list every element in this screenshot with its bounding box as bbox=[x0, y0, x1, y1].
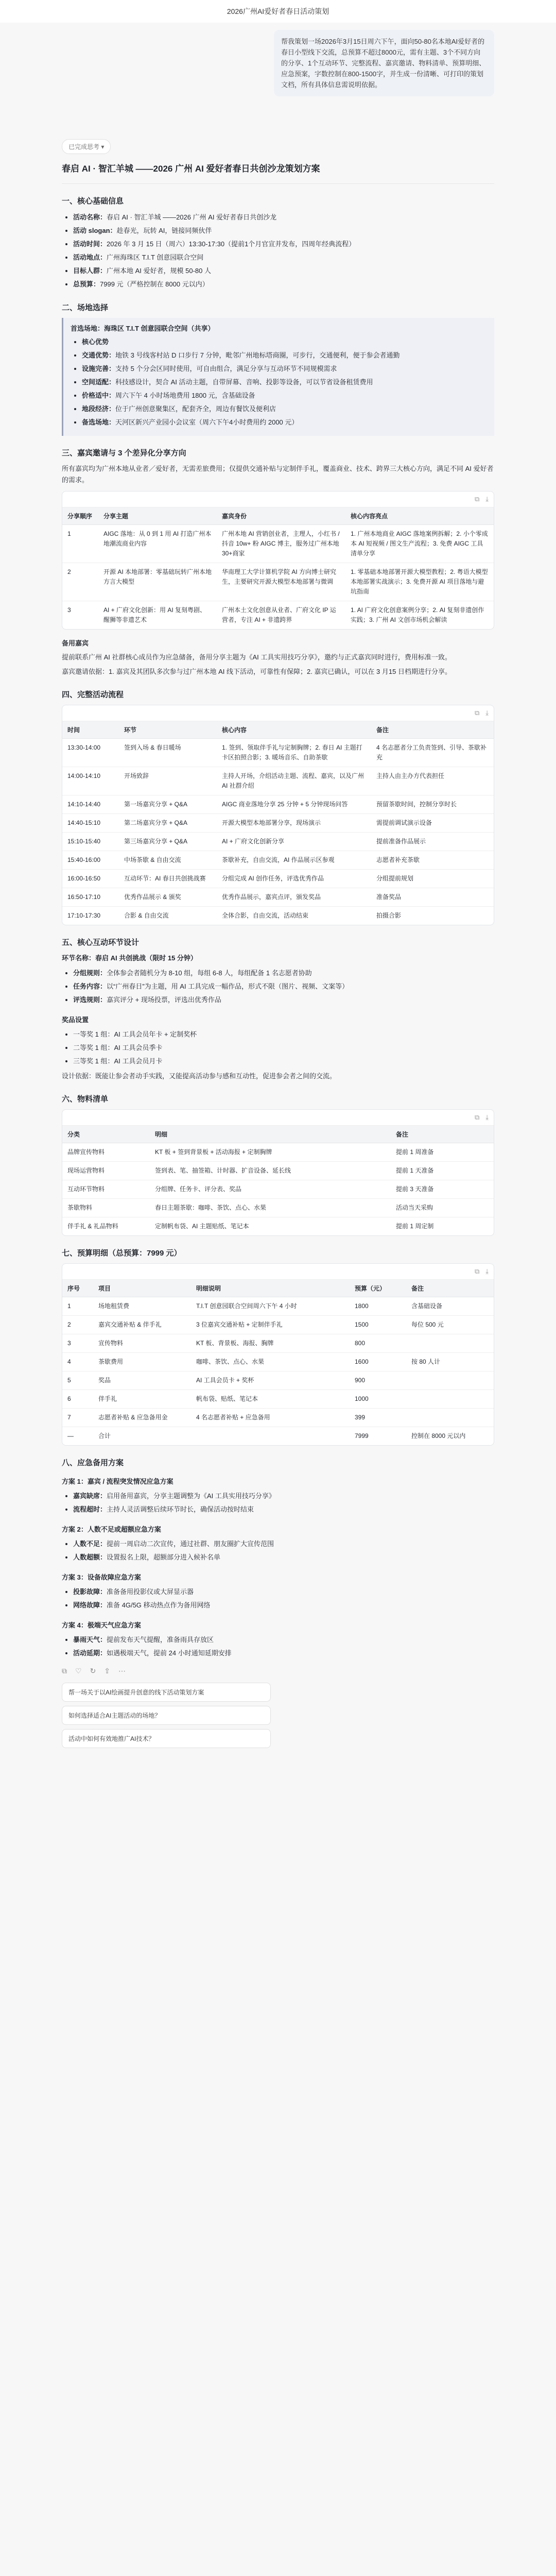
table-cell: 控制在 8000 元以内 bbox=[411, 1432, 466, 1439]
list-item bbox=[73, 1599, 494, 1612]
table-cell: 拍摄合影 bbox=[376, 912, 402, 919]
table-cell: 提前 1 天准备 bbox=[391, 1162, 494, 1180]
table-row bbox=[62, 1390, 494, 1409]
table-row bbox=[62, 1371, 494, 1390]
item-key: 人数不足： bbox=[73, 1540, 107, 1548]
table-cell: 3 bbox=[62, 1334, 93, 1353]
download-icon[interactable]: ⤓ bbox=[485, 1113, 489, 1121]
column-header: 预算（元） bbox=[350, 1280, 406, 1297]
table-cell: 伴手礼 & 礼品物料 bbox=[67, 1223, 118, 1230]
item-key: 任务内容： bbox=[73, 982, 107, 990]
guests-table-card bbox=[62, 491, 494, 630]
guests-intro: 所有嘉宾均为广州本地从业者／爱好者，无需差旅费用；仅提供交通补贴与定制伴手礼，覆盖商业、技术、跨界三大核心方向，满足不同 AI 爱好者的需求。 bbox=[62, 465, 494, 484]
list-item bbox=[82, 349, 487, 362]
table-cell: 1000 bbox=[350, 1390, 406, 1409]
column-header: 核心内容 bbox=[217, 721, 371, 739]
table-row bbox=[62, 1162, 494, 1180]
table-cell: 准备奖品 bbox=[371, 888, 494, 907]
list-item bbox=[73, 994, 494, 1006]
column-header: 明细说明 bbox=[191, 1280, 350, 1297]
flow-table bbox=[62, 721, 494, 925]
table-cell: 1. 签到、领取伴手礼与定制胸牌；2. 春日 AI 主题打卡区拍照合影；3. 暖场音乐、自助茶歇 bbox=[217, 739, 371, 767]
table-cell: 帆布袋、贴纸、笔记本 bbox=[191, 1390, 350, 1409]
table-toolbar bbox=[62, 1110, 494, 1126]
table-cell: AI + 广府文化创新：用 AI 复刻粤剧、醒狮等非遗艺术 bbox=[103, 606, 206, 623]
share-icon[interactable]: ⇪ bbox=[104, 1667, 111, 1675]
table-cell: 4 名志愿者分工负责签到、引导、茶歇补充 bbox=[371, 739, 494, 767]
table-cell: 1800 bbox=[350, 1297, 406, 1316]
item-value: 提前一周启动二次宣传，通过社群、朋友圈扩大宣传范围 bbox=[107, 1540, 274, 1548]
table-cell: 华南理工大学计算机学院 AI 方向博士研究生，主要研究开源大模型本地部署与微调 bbox=[217, 563, 345, 601]
table-row bbox=[62, 1217, 494, 1236]
copy-icon[interactable]: ⧉ bbox=[474, 495, 480, 503]
table-row bbox=[62, 814, 494, 833]
materials-table bbox=[62, 1126, 494, 1235]
section-heading: 四、完整活动流程 bbox=[62, 690, 124, 699]
item-key: 暴雨天气： bbox=[73, 1636, 107, 1643]
item-value: 准备备用投影仪或大屏显示器 bbox=[107, 1588, 194, 1596]
section-heading: 一、核心基础信息 bbox=[62, 197, 124, 206]
table-cell: 1600 bbox=[350, 1353, 406, 1371]
item-value: 启用备用嘉宾，分享主题调整为《AI 工具实用技巧分享》 bbox=[107, 1492, 275, 1500]
table-cell: 春日主题茶歇：咖啡、茶饮、点心、水果 bbox=[150, 1199, 391, 1217]
table-cell: 开源大模型本地部署分享，现场演示 bbox=[217, 814, 371, 833]
prize-list bbox=[62, 1028, 494, 1067]
item-key: 嘉宾缺席： bbox=[73, 1492, 107, 1500]
table-row bbox=[62, 1297, 494, 1316]
table-cell: 14:40-15:10 bbox=[62, 814, 119, 833]
column-header: 备注 bbox=[391, 1126, 494, 1143]
table-row bbox=[62, 601, 494, 630]
table-cell: 主持人开场，介绍活动主题、流程、嘉宾，以及广州 AI 社群介绍 bbox=[217, 767, 371, 795]
column-header: 分享顺序 bbox=[62, 507, 98, 525]
plan-list bbox=[62, 1490, 494, 1516]
table-cell: 1 bbox=[62, 525, 98, 563]
item-key: 分组规则： bbox=[73, 969, 107, 977]
table-cell: 800 bbox=[350, 1334, 406, 1353]
table-cell: 15:10-15:40 bbox=[62, 833, 119, 851]
basic-info-list bbox=[62, 211, 494, 291]
table-cell: 中场茶歇 & 自由交流 bbox=[119, 851, 217, 870]
list-item bbox=[73, 980, 494, 993]
table-cell: 主持人由主办方代表担任 bbox=[371, 767, 494, 795]
plan-list bbox=[62, 1538, 494, 1564]
plan-title: 方案 1：嘉宾 / 流程突发情况应急方案 bbox=[62, 1478, 173, 1485]
item-key: 活动延期： bbox=[73, 1649, 107, 1657]
download-icon[interactable]: ⤓ bbox=[485, 495, 489, 503]
copy-icon[interactable]: ⧉ bbox=[62, 1667, 67, 1675]
table-cell: 第一场嘉宾分享 + Q&A bbox=[119, 795, 217, 814]
item-value: 趁春光，玩转 AI，链接同频伙伴 bbox=[116, 227, 212, 234]
table-row bbox=[62, 907, 494, 925]
item-value: 如遇极端天气，提前 24 小时通知延期安排 bbox=[107, 1649, 232, 1657]
doc-title: 春启 AI · 智汇羊城 ——2026 广州 AI 爱好者春日共创沙龙策划方案 bbox=[62, 164, 320, 174]
table-cell: 宣传物料 bbox=[93, 1334, 191, 1353]
table-cell: 1. 零基础本地部署开源大模型教程；2. 粤语大模型本地部署实战演示；3. 免费开源 AI 项目落地与避坑指南 bbox=[345, 563, 494, 601]
table-cell: 第二场嘉宾分享 + Q&A bbox=[119, 814, 217, 833]
table-cell: 合计 bbox=[98, 1432, 111, 1439]
table-cell: 开场致辞 bbox=[119, 767, 217, 795]
table-row bbox=[62, 1143, 494, 1162]
list-item bbox=[73, 1647, 494, 1659]
column-header: 备注 bbox=[406, 1280, 494, 1297]
divider bbox=[62, 183, 494, 184]
table-cell: 提前 1 周准备 bbox=[391, 1143, 494, 1162]
venue-quote-title: 首选场地：海珠区 T.I.T 创意园联合空间（共享） bbox=[71, 325, 215, 332]
item-value: 提前发布天气提醒，准备雨具存放区 bbox=[107, 1636, 214, 1643]
table-cell: 定制帆布袋、AI 主题贴纸、笔记本 bbox=[155, 1223, 249, 1230]
table-cell: AIGC 落地：从 0 到 1 用 AI 打造广州本地潮流商业内容 bbox=[98, 525, 217, 563]
budget-table-card bbox=[62, 1263, 494, 1446]
list-item bbox=[82, 403, 487, 415]
section-heading: 八、应急备用方案 bbox=[62, 1459, 124, 1467]
table-cell: 2 bbox=[62, 563, 98, 601]
materials-table-card bbox=[62, 1109, 494, 1236]
table-cell: 活动当天采购 bbox=[391, 1199, 494, 1217]
more-icon[interactable]: ⋯ bbox=[118, 1667, 126, 1675]
plan-title: 方案 3：设备故障应急方案 bbox=[62, 1573, 141, 1581]
guests-table bbox=[62, 507, 494, 629]
table-cell bbox=[406, 1390, 494, 1409]
item-key: 地段经济： bbox=[82, 405, 116, 413]
list-item bbox=[73, 225, 494, 237]
table-row bbox=[62, 1427, 494, 1446]
list-item bbox=[73, 1634, 494, 1646]
item-value: 主持人灵活调整后续环节时长，确保活动按时结束 bbox=[107, 1505, 254, 1513]
table-cell: 嘉宾交通补贴 & 伴手礼 bbox=[93, 1316, 191, 1334]
table-cell: 提前 3 天准备 bbox=[391, 1180, 494, 1199]
table-cell: 茶歇补充，自由交流，AI 作品展示区参观 bbox=[217, 851, 371, 870]
table-cell: 提前准备作品展示 bbox=[371, 833, 494, 851]
interaction-subtitle: 环节名称：春启 AI 共创挑战（限时 15 分钟） bbox=[62, 954, 197, 962]
venue-list bbox=[71, 336, 487, 429]
table-cell: AI 工具会员卡 + 奖杯 bbox=[191, 1371, 350, 1390]
table-cell: 3 bbox=[67, 606, 71, 614]
flow-table-card bbox=[62, 705, 494, 925]
table-row bbox=[62, 1353, 494, 1371]
download-icon[interactable]: ⤓ bbox=[485, 1267, 489, 1275]
copy-icon[interactable]: ⧉ bbox=[474, 1267, 480, 1275]
item-value: 位于广州创意聚集区，配套齐全，周边有餐饮及便利店 bbox=[115, 405, 276, 413]
list-item bbox=[73, 1503, 494, 1516]
item-key: 活动地点： bbox=[73, 253, 107, 261]
table-cell bbox=[191, 1427, 350, 1446]
column-header: 项目 bbox=[93, 1280, 191, 1297]
table-cell: 广州本土文化创意从业者、广府文化 IP 运营者，专注 AI + 非遗跨界 bbox=[222, 606, 336, 623]
table-cell: 3 位嘉宾交通补贴 + 定制伴手礼 bbox=[191, 1316, 350, 1334]
table-cell: 7999 bbox=[355, 1432, 369, 1439]
table-cell: 4 bbox=[62, 1353, 93, 1371]
table-cell: 17:10-17:30 bbox=[67, 912, 101, 919]
table-cell: 含基础设备 bbox=[406, 1297, 494, 1316]
list-item bbox=[82, 376, 487, 388]
table-cell: T.I.T 创意园联合空间周六下午 4 小时 bbox=[191, 1297, 350, 1316]
item-value: 设置报名上限，超额部分进入候补名单 bbox=[107, 1553, 221, 1561]
table-toolbar bbox=[62, 492, 494, 507]
table-cell: 需提前调试演示设备 bbox=[371, 814, 494, 833]
suggestion-chip[interactable]: 如何选择适合AI主题活动的场地？ bbox=[62, 1706, 271, 1725]
backup-guest-note: 提前联系广州 AI 社群核心成员作为应急储备，备用分享主题为《AI 工具实用技巧分享》，邀约与正式嘉宾同时进行，费用标准一致。 bbox=[62, 653, 451, 661]
item-key: 网络故障： bbox=[73, 1601, 107, 1609]
suggestions bbox=[62, 1683, 494, 1748]
table-row bbox=[62, 1409, 494, 1427]
list-item: • 三等奖 1 组：AI 工具会员月卡 bbox=[73, 1055, 494, 1067]
table-cell: 品牌宣传物料 bbox=[62, 1143, 150, 1162]
table-cell: 900 bbox=[350, 1371, 406, 1390]
contingency-plans bbox=[62, 1476, 494, 1659]
column-header: 时间 bbox=[62, 721, 119, 739]
item-value: 以“广州春日”为主题，用 AI 工具完成一幅作品，形式不限（图片、视频、文案等） bbox=[107, 982, 349, 990]
item-key: 总预算： bbox=[73, 280, 100, 288]
table-cell: 5 bbox=[62, 1371, 93, 1390]
list-item bbox=[82, 416, 487, 429]
table-cell: 1. 广州本地商业 AIGC 落地案例拆解；2. 小个零成本 AI 短视频 / 图文生产流程；3. 免费 AIGC 工具清单分享 bbox=[345, 525, 494, 563]
message-actions bbox=[62, 1667, 494, 1675]
section-heading: 七、预算明细（总预算：7999 元） bbox=[62, 1249, 182, 1258]
list-item bbox=[73, 1551, 494, 1564]
table-cell: 第三场嘉宾分享 + Q&A bbox=[119, 833, 217, 851]
table-row bbox=[62, 563, 494, 601]
list-item bbox=[73, 1490, 494, 1502]
download-icon[interactable]: ⤓ bbox=[485, 709, 489, 717]
budget-table bbox=[62, 1280, 494, 1445]
table-cell: 分组牌、任务卡、评分表、奖品 bbox=[150, 1180, 391, 1199]
table-row bbox=[62, 525, 494, 563]
table-row bbox=[62, 870, 494, 888]
column-header: 序号 bbox=[62, 1280, 93, 1297]
table-cell: 13:30-14:00 bbox=[62, 739, 119, 767]
table-cell: 14:10-14:40 bbox=[62, 795, 119, 814]
column-header: 嘉宾身份 bbox=[217, 507, 345, 525]
list-item bbox=[73, 251, 494, 264]
table-cell: 预留茶歇时间，控制分享时长 bbox=[371, 795, 494, 814]
table-cell: 场地租赁费 bbox=[93, 1297, 191, 1316]
table-cell: 互动环节：AI 春日共创挑战赛 bbox=[119, 870, 217, 888]
table-row bbox=[62, 833, 494, 851]
item-value: 嘉宾评分 + 现场投票，评选出优秀作品 bbox=[107, 996, 221, 1004]
user-message: 帮我策划一场2026年3月15日周六下午，面向50-80名本地AI爱好者的春日小型线下交流，总预算不超过8000元，需有主题、3个不同方向的分享、1个互动环节、完整流程、嘉宾邀请、物料清单、预算明细、应急预案，字数控制在800-1500字，并生成一份清晰、可打印的策划文档，所有具体信息需说明依据。 bbox=[274, 30, 494, 96]
table-row bbox=[62, 1199, 494, 1217]
thinking-toggle[interactable]: 已完成思考 ▾ bbox=[62, 139, 111, 154]
table-cell: 16:00-16:50 bbox=[62, 870, 119, 888]
table-cell: 按 80 人计 bbox=[406, 1353, 494, 1371]
item-key: 价格适中： bbox=[82, 392, 116, 399]
table-cell: AI + 广府文化创新分享 bbox=[217, 833, 371, 851]
table-cell: 现场运营物料 bbox=[62, 1162, 150, 1180]
section-heading: 二、场地选择 bbox=[62, 303, 109, 312]
list-item: • 一等奖 1 组：AI 工具会员年卡 + 定制奖杯 bbox=[73, 1028, 494, 1041]
table-row bbox=[62, 739, 494, 767]
table-cell: 签到表、笔、抽签箱、计时器、扩音设备、延长线 bbox=[150, 1162, 391, 1180]
table-cell: 优秀作品展示，嘉宾点评，颁发奖品 bbox=[217, 888, 371, 907]
table-row bbox=[62, 851, 494, 870]
plan-title: 方案 4：极端天气应急方案 bbox=[62, 1621, 141, 1629]
table-cell: 提前 1 周定制 bbox=[396, 1223, 434, 1230]
item-key: 人数超额： bbox=[73, 1553, 107, 1561]
plan-list bbox=[62, 1634, 494, 1659]
table-cell: 1. AI 广府文化创意案例分享；2. AI 复刻非遗创作实践；3. 广州 AI 文创市场机会解读 bbox=[351, 606, 484, 623]
interaction-list bbox=[62, 967, 494, 1006]
table-cell: 志愿者补贴 & 应急备用金 bbox=[93, 1409, 191, 1427]
table-cell: 合影 & 自由交流 bbox=[124, 912, 169, 919]
table-cell: 互动环节物料 bbox=[62, 1180, 150, 1199]
table-cell bbox=[406, 1334, 494, 1353]
table-cell: 广州本地 AI 营销创业者，主理人，小红书 / 抖音 10w+ 粉 AIGC 博主，服务过广州本地30+商家 bbox=[217, 525, 345, 563]
table-cell: — bbox=[67, 1432, 74, 1439]
item-value: 科技感设计，契合 AI 活动主题，自带屏幕、音响、投影等设备，可以节省设备租赁费用 bbox=[115, 378, 373, 386]
venue-quote bbox=[62, 318, 494, 436]
copy-icon[interactable]: ⧉ bbox=[474, 1113, 480, 1121]
assistant-response bbox=[62, 139, 494, 1752]
table-cell: KT 板、背景板、海报、胸牌 bbox=[191, 1334, 350, 1353]
table-cell: 14:00-14:10 bbox=[62, 767, 119, 795]
regenerate-icon[interactable]: ↻ bbox=[90, 1667, 96, 1675]
list-item bbox=[73, 1586, 494, 1598]
table-cell: 志愿者补充茶歇 bbox=[371, 851, 494, 870]
table-cell: 开源 AI 本地部署：零基础玩转广州本地方言大模型 bbox=[98, 563, 217, 601]
list-item bbox=[82, 389, 487, 402]
item-value: 天河区新兴产业园小会议室（周六下午4小时费用约 2000 元） bbox=[115, 418, 299, 426]
copy-icon[interactable]: ⧉ bbox=[474, 709, 480, 717]
prize-title: 奖品设置 bbox=[62, 1016, 89, 1024]
column-header: 分享主题 bbox=[98, 507, 217, 525]
item-key: 设施完善： bbox=[82, 365, 116, 372]
table-row bbox=[62, 767, 494, 795]
table-row bbox=[62, 1180, 494, 1199]
item-value: 准备 4G/5G 移动热点作为备用网络 bbox=[107, 1601, 211, 1609]
item-value: 周六下午 4 小时场地费用 1800 元，含基础设备 bbox=[115, 392, 255, 399]
table-cell: 分组完成 AI 创作任务，评选优秀作品 bbox=[217, 870, 371, 888]
table-cell bbox=[406, 1409, 494, 1427]
item-key: 目标人群： bbox=[73, 267, 107, 275]
table-row bbox=[62, 888, 494, 907]
item-value: 广州本地 AI 爱好者，规模 50-80 人 bbox=[107, 267, 211, 275]
table-cell: 4 名志愿者补贴 + 应急备用 bbox=[191, 1409, 350, 1427]
list-item: • 二等奖 1 组：AI 工具会员季卡 bbox=[73, 1042, 494, 1054]
item-key: 备选场地： bbox=[82, 418, 116, 426]
table-cell: 茶歇费用 bbox=[93, 1353, 191, 1371]
item-value: 地铁 3 号线客村站 D 口步行 7 分钟，毗邻广州地标塔商圈，可步行，交通便利，便于参会者通勤 bbox=[115, 351, 400, 359]
item-value: 2026 年 3 月 15 日（周六）13:30-17:30（提前1个月官宣并发布，四周年经典流程） bbox=[107, 240, 356, 248]
table-cell: 伴手礼 bbox=[93, 1390, 191, 1409]
item-value: 春启 AI · 智汇羊城 ——2026 广州 AI 爱好者春日共创沙龙 bbox=[107, 213, 277, 221]
list-item bbox=[73, 211, 494, 224]
item-key: 交通优势： bbox=[82, 351, 116, 359]
item-key: 活动时间： bbox=[73, 240, 107, 248]
table-cell: 399 bbox=[350, 1409, 406, 1427]
table-cell: 每位 500 元 bbox=[406, 1316, 494, 1334]
table-cell: 6 bbox=[62, 1390, 93, 1409]
list-item bbox=[73, 265, 494, 277]
item-value: 全体参会者随机分为 8-10 组，每组 6-8 人，每组配备 1 名志愿者协助 bbox=[107, 969, 312, 977]
list-item bbox=[73, 967, 494, 979]
plan-title: 方案 2：人数不足或超额应急方案 bbox=[62, 1526, 161, 1533]
list-item bbox=[73, 278, 494, 291]
table-cell: 茶歇物料 bbox=[62, 1199, 150, 1217]
guest-evidence: 嘉宾邀请依据：1. 嘉宾及其团队多次参与过广州本地 AI 线下活动，可靠性有保障；2. 嘉宾已确认，可以在 3 月15 日档期进行分享。 bbox=[62, 668, 451, 675]
column-header: 分类 bbox=[62, 1126, 150, 1143]
table-cell: 奖品 bbox=[93, 1371, 191, 1390]
table-cell: 1500 bbox=[350, 1316, 406, 1334]
table-cell: 15:40-16:00 bbox=[62, 851, 119, 870]
column-header: 明细 bbox=[150, 1126, 391, 1143]
table-cell: AIGC 商业落地分享 25 分钟 + 5 分钟现场问答 bbox=[217, 795, 371, 814]
plan-list bbox=[62, 1586, 494, 1612]
list-item bbox=[73, 1538, 494, 1550]
table-cell: 全体合影，自由交流，活动结束 bbox=[222, 912, 309, 919]
suggestion-chip[interactable]: 帮一场关于以AI绘画提升创意的线下活动策划方案 bbox=[62, 1683, 271, 1702]
item-key: 评选规则： bbox=[73, 996, 107, 1004]
list-item bbox=[82, 363, 487, 375]
table-cell: 1 bbox=[62, 1297, 93, 1316]
top-bar bbox=[0, 0, 556, 23]
table-cell: 分组提前规划 bbox=[371, 870, 494, 888]
table-cell: KT 板 + 签到背景板 + 活动海报 + 定制胸牌 bbox=[150, 1143, 391, 1162]
item-key: 活动 slogan： bbox=[73, 227, 117, 234]
item-key: 活动名称： bbox=[73, 213, 107, 221]
suggestion-chip[interactable]: 活动中如何有效地推广AI技术？ bbox=[62, 1729, 271, 1748]
column-header: 备注 bbox=[371, 721, 494, 739]
list-item bbox=[82, 336, 487, 348]
item-key: 流程超时： bbox=[73, 1505, 107, 1513]
item-key: 空间适配： bbox=[82, 378, 116, 386]
item-value: 7999 元（严格控制在 8000 元以内） bbox=[100, 280, 209, 288]
item-value: 广州海珠区 T.I.T 创意园联合空间 bbox=[107, 253, 204, 261]
table-cell: 咖啡、茶饮、点心、水果 bbox=[191, 1353, 350, 1371]
table-row bbox=[62, 1334, 494, 1353]
table-cell: 7 bbox=[62, 1409, 93, 1427]
item-key: 核心优势 bbox=[82, 338, 109, 346]
interaction-basis: 设计依据：既能让参会者动手实践，又能提高活动参与感和互动性，促进参会者之间的交流。 bbox=[62, 1072, 337, 1080]
item-key: 投影故障： bbox=[73, 1588, 107, 1596]
like-icon[interactable]: ♡ bbox=[75, 1667, 82, 1675]
table-cell: 2 bbox=[62, 1316, 93, 1334]
item-value: 支持 5 个分会区同时使用，可自由组合，满足分享与互动环节不同规模需求 bbox=[115, 365, 337, 372]
table-toolbar bbox=[62, 1264, 494, 1280]
column-header: 核心内容亮点 bbox=[345, 507, 494, 525]
section-heading: 三、嘉宾邀请与 3 个差异化分享方向 bbox=[62, 449, 186, 457]
table-cell: 16:50-17:10 bbox=[62, 888, 119, 907]
table-cell bbox=[406, 1371, 494, 1390]
section-heading: 六、物料清单 bbox=[62, 1095, 109, 1104]
table-row bbox=[62, 1316, 494, 1334]
table-toolbar bbox=[62, 705, 494, 721]
table-cell: 优秀作品展示 & 颁奖 bbox=[119, 888, 217, 907]
table-row bbox=[62, 795, 494, 814]
section-heading: 五、核心互动环节设计 bbox=[62, 938, 140, 947]
table-cell: 签到入场 & 春日暖场 bbox=[119, 739, 217, 767]
column-header: 环节 bbox=[119, 721, 217, 739]
list-item bbox=[73, 238, 494, 250]
backup-guest-title: 备用嘉宾 bbox=[62, 639, 89, 647]
window-title: 2026广州AI爱好者春日活动策划 bbox=[227, 7, 329, 15]
